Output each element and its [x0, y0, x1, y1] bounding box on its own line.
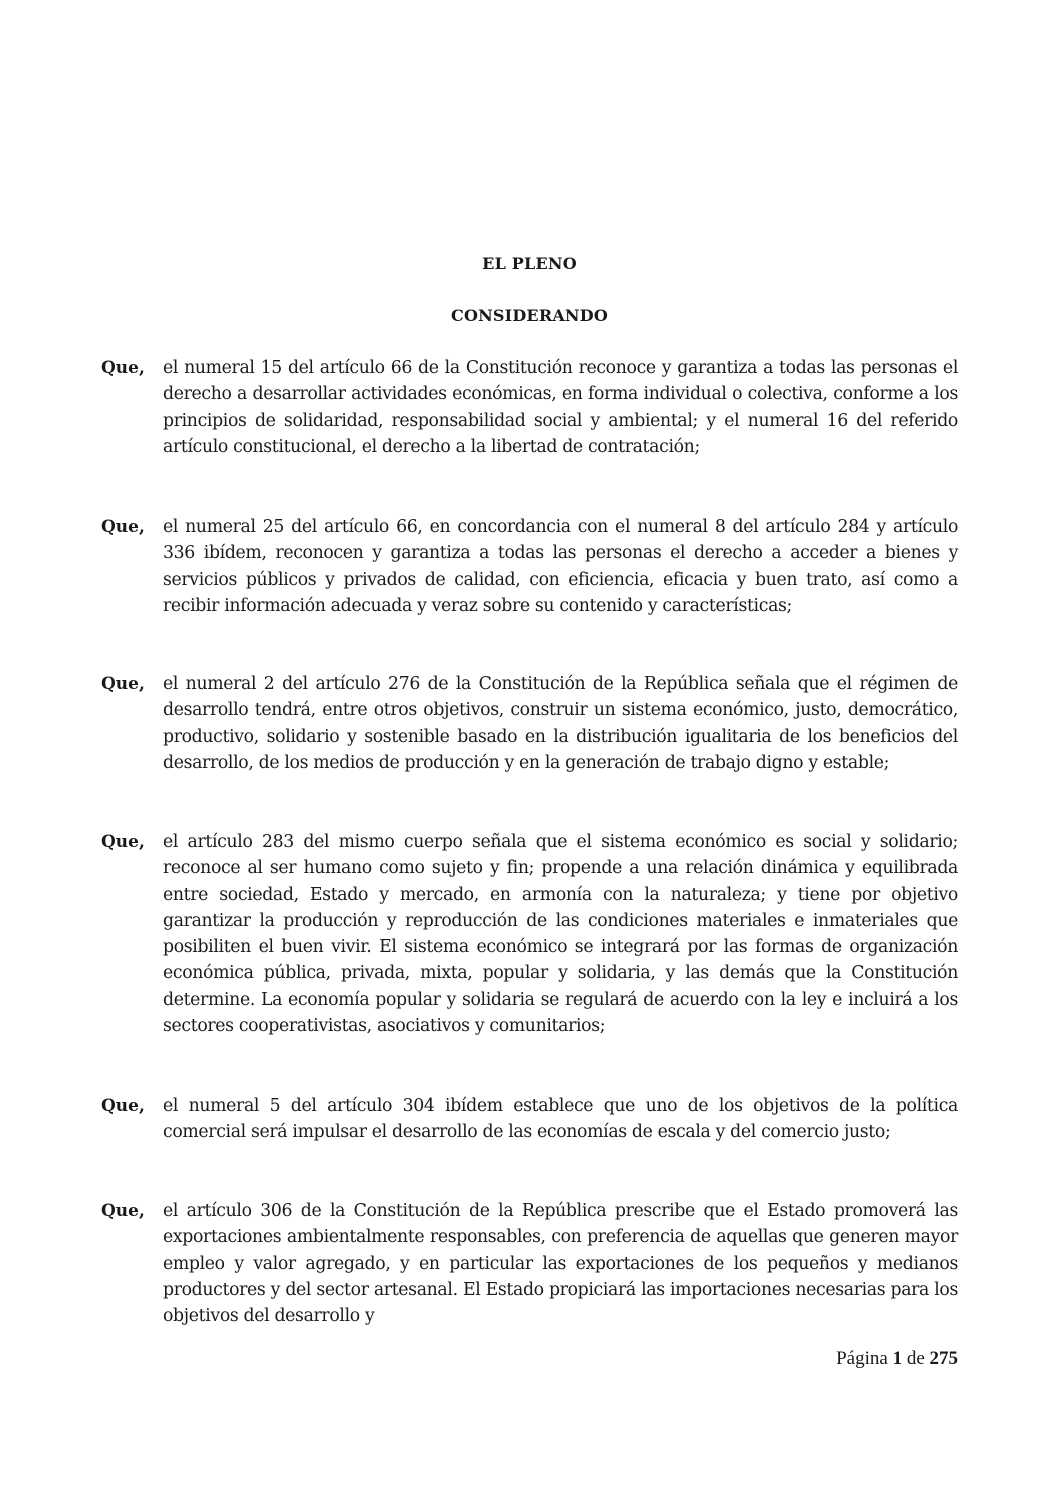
paragraph-label: Que, [101, 832, 145, 852]
heading-el-pleno: EL PLENO [482, 254, 577, 273]
paragraph-text: el numeral 2 del artículo 276 de la Constitución de la República señala que el régimen de desarrollo tendrá, entre otros objetivos, construir un sistema económico, justo, democrático, productivo, solidario y sostenible basado en la distribución igualitaria de los beneficios del desarrollo, de los medios de producción y en la generación de trabajo digno y estable; [163, 674, 958, 773]
paragraph-text: el numeral 15 del artículo 66 de la Constitución reconoce y garantiza a todas las personas el derecho a desarrollar actividades económicas, en forma individual o colectiva, conforme a los principios de solidaridad, responsabilidad social y ambiental; y el numeral 16 del referido artículo constitucional, el derecho a la libertad de contratación; [163, 358, 958, 457]
paragraph-label: Que, [101, 517, 145, 537]
page-number-footer [836, 1348, 958, 1370]
page-word: Página [836, 1348, 888, 1369]
paragraph-text: el artículo 283 del mismo cuerpo señala que el sistema económico es social y solidario; reconoce al ser humano como sujeto y fin; propende a una relación dinámica y equilibrada entre sociedad, Estado y mercado, en armonía con la naturaleza; y tiene por objetivo garantizar la producción y reproducción de las condiciones materiales e inmateriales que posibiliten el buen vivir. El sistema económico se integrará por las formas de organización económica pública, privada, mixta, popular y solidaria, y las demás que la Constitución determine. La economía popular y solidaria se regulará de acuerdo con la ley e incluirá a los sectores cooperativistas, asociativos y comunitarios; [163, 832, 958, 1037]
paragraph-label: Que, [101, 358, 145, 378]
paragraph-label: Que, [101, 1096, 145, 1116]
heading-considerando: CONSIDERANDO [451, 306, 608, 325]
total-pages-number: 275 [929, 1348, 958, 1369]
of-word: de [906, 1348, 925, 1369]
paragraph-text: el artículo 306 de la Constitución de la República prescribe que el Estado promoverá las exportaciones ambientalmente responsables, con preferencia de aquellas que generen mayor empleo y valor agregado, y en particular las exportaciones de los pequeños y medianos productores y del sector artesanal. El Estado propiciará las importaciones necesarias para los objetivos del desarrollo y [163, 1201, 958, 1327]
paragraph-text: el numeral 25 del artículo 66, en concordancia con el numeral 8 del artículo 284 y artículo 336 ibídem, reconocen y garantiza a todas las personas el derecho a acceder a bienes y servicios públicos y privados de calidad, con eficiencia, eficacia y buen trato, así como a recibir información adecuada y veraz sobre su contenido y características; [163, 517, 958, 616]
paragraph-text: el numeral 5 del artículo 304 ibídem establece que uno de los objetivos de la política comercial será impulsar el desarrollo de las economías de escala y del comercio justo; [163, 1096, 958, 1143]
paragraph-label: Que, [101, 1201, 145, 1221]
current-page-number: 1 [892, 1348, 903, 1369]
paragraph-label: Que, [101, 674, 145, 694]
